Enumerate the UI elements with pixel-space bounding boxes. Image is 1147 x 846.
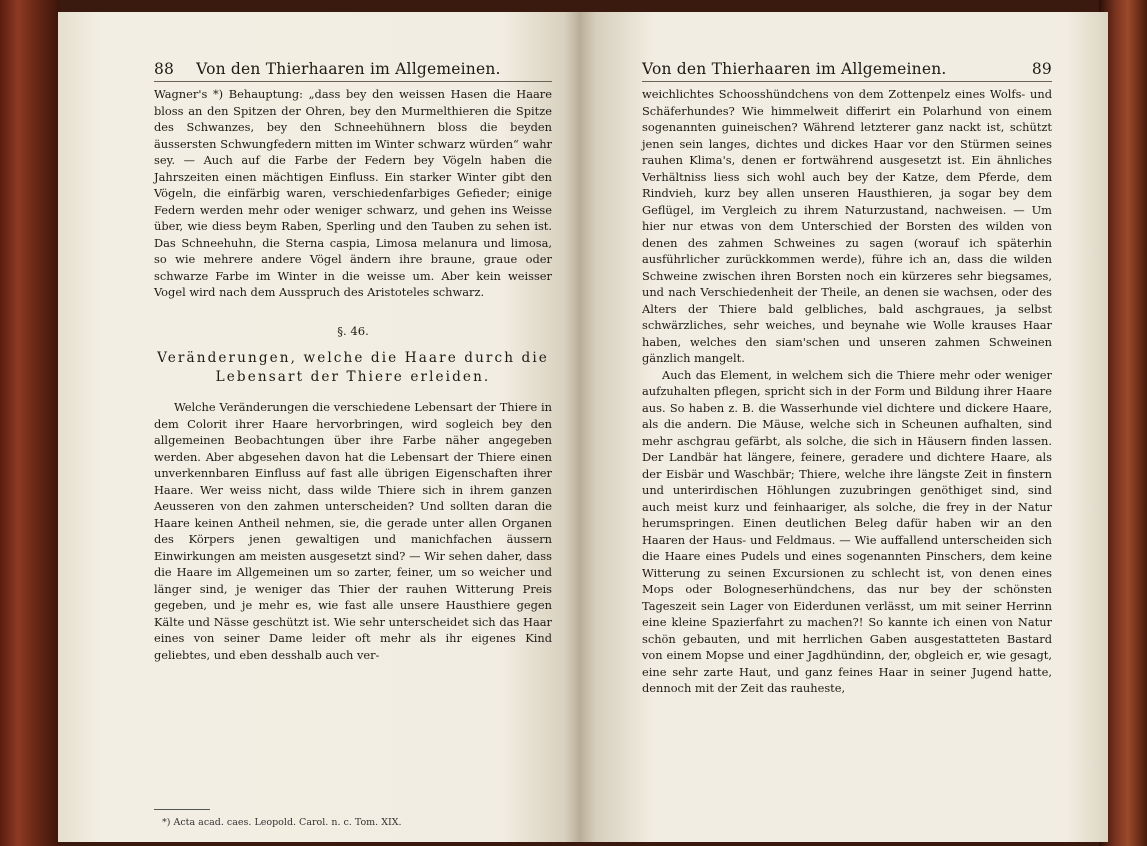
page-number: 88 <box>154 60 175 78</box>
running-head: Von den Thierhaaren im Allgemeinen. <box>196 60 501 78</box>
paragraph: weichlichtes Schoosshündchens von dem Zottenpelz eines Wolfs- und Schäferhundes? Wie himmelweit differirt ein Polarhund von einem sogenannten guineischen? Während letzterer ganz nackt ist, schützt jenen sein langes, dichtes und dickes Haar vor den Stürmen seines rauhen Klima's, denen er fortwährend ausgesetzt ist. Ein ähnliches Verhältniss liess sich wohl auch bey der Katze, dem Pferde, dem Rindvieh, kurz bey allen unseren Hausthieren, ja sogar bey dem Geflügel, im Vergleich zu ihrem Naturzustand, nachweisen. — Um hier nur etwas von dem Unterschied der Borsten des wilden von denen des zahmen Schweines zu sagen (worauf ich späterhin ausführlicher zurückkommen werde), führe ich an, dass die wilden Schweine zwischen ihren Borsten noch ein kürzeres sehr biegsames, und nach Verschiedenheit der Theile, an denen sie wachsen, oder des Alters der Thiere bald gelbliches, bald aschgraues, ja selbst schwärzliches, sehr weiches, und beynahe wie Wolle krauses Haar haben, welches den siam'schen und unseren zahmen Schweinen gänzlich mangelt. <box>642 87 1052 365</box>
section-title: Veränderungen, welche die Haare durch die Lebensart der Thiere erleiden. <box>157 350 549 385</box>
paragraph: Welche Veränderungen die verschiedene Lebensart der Thiere in dem Colorit ihrer Haare hervorbringen, wird sogleich bey den allgemeinen Beobachtungen über ihre Farbe näher angegeben werden. Aber abgesehen davon hat die Lebensart der Thiere einen unverkennbaren Einfluss auf fast alle übrigen Eigenschaften ihrer Haare. Wer weiss nicht, dass wilde Thiere sich in ihrem ganzen Aeusseren von den zahmen unterscheiden? Und sollten daran die Haare keinen Antheil nehmen, sie, die gerade unter allen Organen des Körpers jenen gewaltigen und manichfachen äussern Einwirkungen am meisten ausgesetzt sind? — Wir sehen daher, dass die Haare im Allgemeinen um so zarter, feiner, um so weicher und länger sind, je weniger das Thier der rauhen Witterung Preis gegeben, und je mehr es, wie fast alle unsere Hausthiere gegen Kälte und Nässe geschützt ist. Wie sehr unterscheidet sich das Haar eines von seiner Dame leider oft mehr als ihr eigenes Kind geliebtes, und eben desshalb auch ver- <box>154 400 552 662</box>
footnote-rule <box>154 809 210 810</box>
open-book <box>58 12 1108 842</box>
book-binding-left <box>0 0 60 846</box>
running-head: Von den Thierhaaren im Allgemeinen. <box>642 60 947 78</box>
paragraph: Auch das Element, in welchem sich die Thiere mehr oder weniger aufzuhalten pflegen, spricht sich in der Form und Bildung ihrer Haare aus. So haben z. B. die Wasserhunde viel dichtere und dickere Haare, als die andern. Die Mäuse, welche sich in Scheunen aufhalten, sind mehr aschgrau gefärbt, als solche, die sich in Häusern finden lassen. Der Landbär hat längere, feinere, geradere und dichtere Haare, als der Eisbär und Waschbär; Thiere, welche ihre längste Zeit in finstern und unterirdischen Höhlungen zuzubringen genöthiget sind, sind auch meist kurz und feinhaariger, als solche, die frey in der Natur herumspringen. Einen deutlichen Beleg dafür haben wir an den Haaren der Haus- und Feldmaus. — Wie auffallend unterscheiden sich die Haare eines Pudels und eines sogenannten Pinschers, dem keine Witterung zu seinen Excursionen zu schlecht ist, von denen eines Mops oder Bologneserhündchens, das nur bey der schönsten Tageszeit sein Lager von Eiderdunen verlässt, um mit seiner Herrinn eine kleine Spazierfahrt zu machen?! So kannte ich einen von Natur schön gebauten, und mit herrlichen Gaben ausgestatteten Bastard von einem Mopse und einer Jagdhündinn, der, obgleich er, wie gesagt, eine sehr zarte Haut, und ganz feines Haar in seiner Jugend hatte, dennoch mit der Zeit das rauheste, <box>642 367 1052 695</box>
right-page-body <box>642 86 1052 697</box>
right-page-header <box>642 60 1052 82</box>
left-page-header <box>154 60 552 82</box>
right-page <box>580 12 1108 842</box>
footnote: *) Acta acad. caes. Leopold. Carol. n. c. Tom. XIX. <box>162 817 402 828</box>
paragraph: Wagner's *) Behauptung: „dass bey den weissen Hasen die Haare bloss an den Spitzen der Ohren, bey den Murmelthieren die Spitze des Schwanzes, bey den Schneehühnern bloss die beyden äussersten Schwungfedern mitten im Winter schwarz würden“ wahr sey. — Auch auf die Farbe der Federn bey Vögeln haben die Jahrszeiten einen mächtigen Einfluss. Ein starker Winter gibt den Vögeln, die einfärbig waren, verschiedenfarbiges Gefieder; einige Federn werden mehr oder weniger schwarz, und gehen ins Weisse über, wie diess beym Raben, Sperling und den Tauben zu sehen ist. Das Schneehuhn, die Sterna caspia, Limosa melanura und limosa, so wie mehrere andere Vögel ändern ihre braune, graue oder schwarze Farbe im Winter in die weisse um. Aber kein weisser Vogel wird nach dem Ausspruch des Aristoteles schwarz. <box>154 87 552 299</box>
left-page <box>58 12 580 842</box>
left-page-body <box>154 86 552 663</box>
page-number: 89 <box>1031 60 1052 78</box>
section-number: §. 46. <box>337 323 369 338</box>
